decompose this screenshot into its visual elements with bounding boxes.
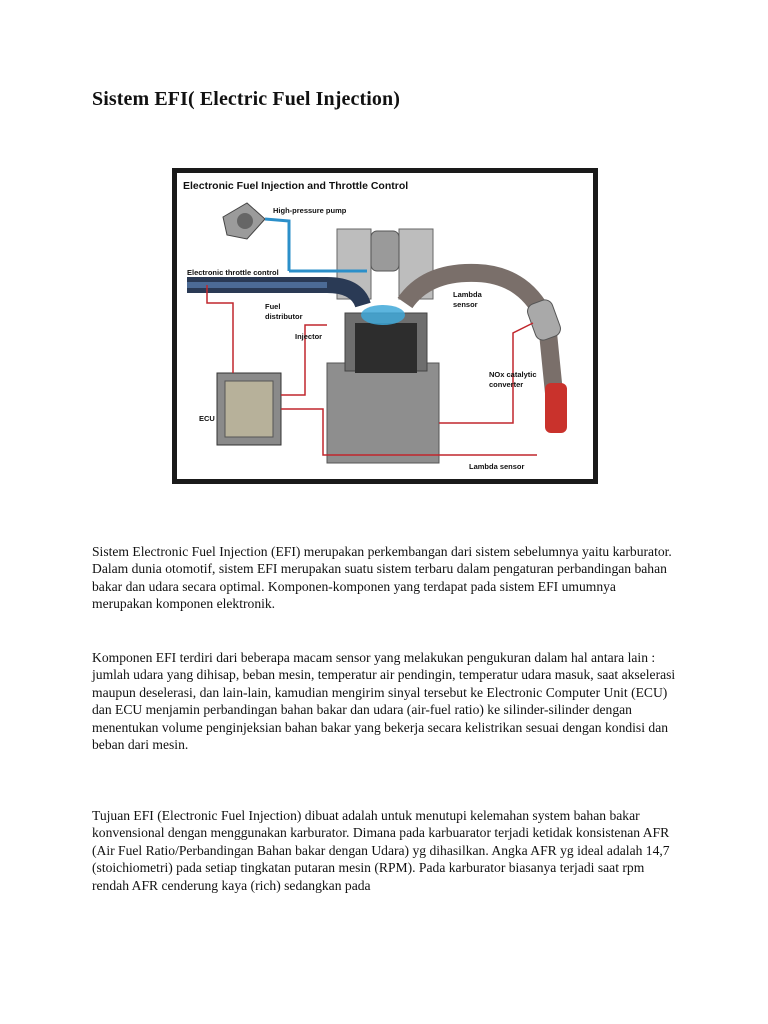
lambda-sensor-housing — [525, 298, 562, 343]
label-lambda-2: sensor — [453, 300, 478, 309]
spark-plug — [371, 231, 399, 271]
paragraph-purpose: Tujuan EFI (Electronic Fuel Injection) dibuat adalah untuk menutupi kelemahan system bahan bakar konvensional dengan menggunakan karburator. Dimana pada karbuarator terjadi ketidak konsistenan AFR (Air Fuel Ratio/Perbandingan Bahan bakar dengan Udara) yg dihasilkan. Angka AFR yg ideal adalah 14,7 (stoichiometri) pada setiap tingkatan putaran mesin (RPM). Pada karburator biasanya terjadi saat rpm rendah AFR cenderung kaya (rich) sedangkan pada — [92, 808, 670, 893]
nox-catalytic-converter — [545, 383, 567, 433]
label-lambda-1: Lambda — [453, 290, 482, 299]
label-high-pressure-pump: High-pressure pump — [273, 206, 347, 215]
page-title: Sistem EFI( Electric Fuel Injection) — [92, 88, 400, 110]
label-ecu: ECU — [199, 414, 215, 423]
efi-diagram-figure — [172, 168, 598, 484]
label-fuel-distributor-2: distributor — [265, 312, 303, 321]
label-throttle-control: Electronic throttle control — [187, 268, 279, 277]
label-injector: Injector — [295, 332, 323, 341]
high-pressure-pump — [223, 203, 265, 239]
label-nox-2: converter — [489, 380, 524, 389]
combustion-chamber — [361, 305, 405, 325]
diagram-heading: Electronic Fuel Injection and Throttle Control — [183, 180, 409, 192]
label-lambda-sensor-bottom: Lambda sensor — [469, 462, 525, 471]
engine-block — [327, 363, 439, 463]
label-nox-1: NOx catalytic — [489, 370, 537, 379]
efi-diagram — [177, 173, 593, 479]
ecu-board — [225, 381, 273, 437]
wire-throttle — [207, 285, 233, 373]
label-fuel-distributor-1: Fuel — [265, 302, 281, 311]
paragraph-components: Komponen EFI terdiri dari beberapa macam sensor yang melakukan pengukuran dalam hal antara lain : jumlah udara yang dihisap, beban mesin, temperatur air pendingin, temperatur udara masuk, saat akselerasi maupun deselerasi, dan lain-lain, kamudian mengirim sinyal tersebut ke Electronic Computer Unit (ECU) dan ECU menjamin perbandingan bahan bakar dan udara (air-fuel ratio) ke silinder-silinder dengan menentukan volume penginjeksian bahan bakar yang bekerja secara kelistrikan sesuai dengan kondisi dan beban dari mesin. — [92, 650, 676, 753]
piston — [355, 323, 417, 373]
fuel-line — [265, 219, 289, 271]
paragraph-intro: Sistem Electronic Fuel Injection (EFI) merupakan perkembangan dari sistem sebelumnya yaitu karburator. Dalam dunia otomotif, sistem EFI merupakan suatu sistem terbaru dalam pengaturan perbandingan bahan bakar dan udara secara optimal. Komponen-komponen yang terdapat pada sistem EFI umumnya merupakan komponen elektronik. — [92, 544, 672, 612]
